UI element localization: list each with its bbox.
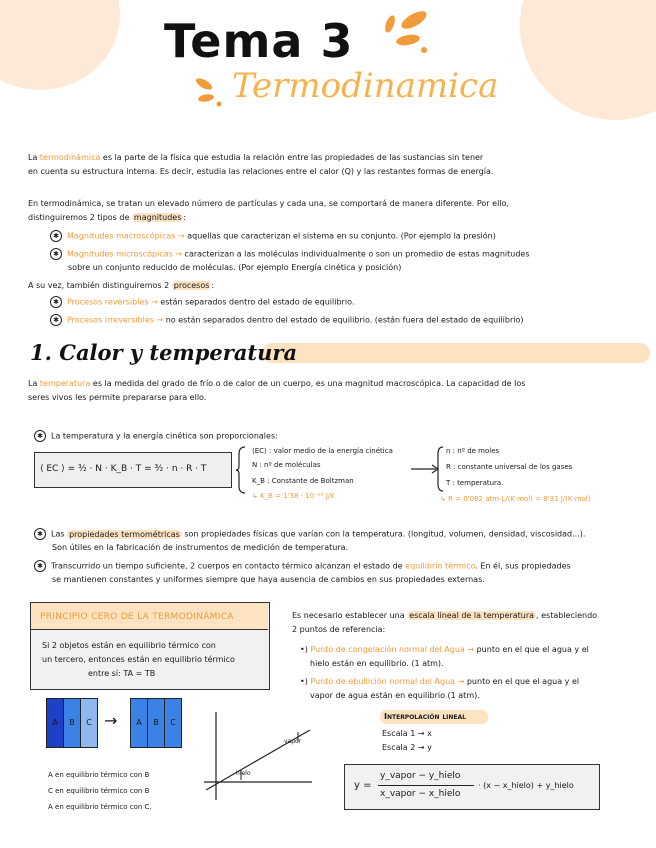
interp-formula-num: y_vapor − y_hielo (380, 771, 461, 781)
principle-line: un tercero, entonces están en equilibrio térmico (42, 655, 235, 664)
magnitude-text: caracterizan a las moléculas individualmente o son un promedio de estas magnitudes (182, 249, 530, 259)
intro-text: La (28, 153, 40, 162)
intro-text: es la parte de la física que estudia la relación entre las propiedades de las sustancias sin tener (100, 153, 484, 162)
dot-bullet: •) (300, 645, 311, 654)
interp-title: Interpolación lineal (384, 712, 466, 721)
intro-paragraph-2: En termodinámica, se tratan un elevado número de partículas y cada una, se comportará de manera diferente. Por ello, (28, 199, 509, 208)
process-text: están separados dentro del estado de equilibrio. (157, 297, 355, 307)
principle-title: PRINCIPIO CERO DE LA TERMODINÁMICA (40, 612, 234, 622)
legend-line: n : nº de moles (446, 447, 500, 455)
page-title: Tema 3 (164, 14, 354, 68)
graph-label-vapor: vapor (284, 738, 302, 745)
fraction-line (378, 785, 474, 786)
block-b: B (63, 698, 81, 748)
equilibrium-note: C en equilibrio térmico con B (48, 787, 150, 795)
highlight-propiedades: propiedades termométricas (69, 529, 180, 539)
block-a: A (130, 698, 148, 748)
highlight-magnitudes: magnitudes (133, 213, 182, 222)
formula-text: ⟨ EC ⟩ = ³⁄₂ · N · K_B · T = ³⁄₂ · n · R · T (40, 464, 207, 474)
bracket-icon (436, 446, 444, 492)
intro-paragraph-1 (28, 152, 483, 164)
principle-line: Si 2 objetos están en equilibrio térmico con (42, 641, 216, 650)
legend-line: K_B : Constante de Boltzman (252, 477, 354, 485)
section-paragraph-line2: seres vivos les permite prepararse para ello. (28, 393, 207, 402)
scale-intro-line2: 2 puntos de referencia: (292, 625, 386, 634)
highlight-procesos: procesos (173, 281, 210, 290)
magnitude-item-1 (50, 230, 496, 243)
principle-line: entre sí: TA = TB (88, 669, 156, 678)
legend-line: R : constante universal de los gases (446, 463, 573, 471)
magnitude-text: aquellas que caracterizan el sistema en su conjunto. (Por ejemplo la presión) (184, 231, 496, 241)
legend-line: ↳ R = 0'082 atm·L/(K·mol) = 8'31 J/(K·mol) (440, 495, 591, 503)
star-bullet-icon: ✱ (34, 430, 46, 442)
linear-graph (196, 708, 316, 804)
bullet-text: La temperatura y la energía cinética son proporcionales: (51, 431, 278, 441)
bullet-1 (34, 430, 278, 443)
bullet-text: . En él, sus propiedades (475, 561, 571, 571)
magnitude-item-2-line2: sobre un conjunto reducido de moléculas. (Por ejemplo Energía cinética y posición) (68, 263, 402, 272)
intro-paragraph-2-line2 (28, 212, 186, 224)
interp-formula-den: x_vapor − x_hielo (380, 789, 461, 799)
process-item-2 (50, 314, 524, 327)
process-label: Procesos reversibles → (67, 297, 158, 307)
block-c: C (164, 698, 182, 748)
process-intro (28, 280, 214, 292)
interp-formula-lhs: y = (354, 780, 372, 791)
intro-paragraph-1-line2: en cuenta su estructura interna. Es decir, estudia las relaciones entre el calor (Q) y las restantes formas de energía. (28, 167, 494, 176)
dot-bullet: •) (300, 677, 311, 686)
intro-text: distinguiremos 2 tipos de (28, 213, 132, 222)
legend-line: T : temperatura. (446, 479, 504, 487)
reference-text: punto en el que el agua y el (464, 677, 580, 686)
star-bullet-icon: ✱ (50, 248, 62, 260)
term-temperatura: temperatura (39, 379, 91, 388)
star-bullet-icon: ✱ (34, 528, 46, 540)
reference-text: punto en el que el agua y el (474, 645, 589, 654)
section-paragraph (28, 378, 525, 390)
bullet-2 (34, 528, 585, 541)
section-text: La (28, 379, 40, 388)
reference-point-1-line2: hielo están en equilibrio. (1 atm). (310, 659, 444, 668)
magnitude-label: Magnitudes microscópicas → (67, 249, 182, 259)
graph-label-hielo: hielo (236, 770, 251, 777)
legend-line: ↳ K_B = 1'38 · 10⁻²³ J/K (252, 492, 335, 500)
interp-escala-1: Escala 1 → x (382, 729, 432, 738)
page-subtitle: Termodinamica (232, 66, 499, 106)
star-bullet-icon: ✱ (50, 230, 62, 242)
equilibrium-note: A en equilibrio térmico con C. (48, 803, 152, 811)
bullet-text: Transcurrido un tiempo suficiente, 2 cuerpos en contacto térmico alcanzan el estado de (51, 561, 406, 571)
reference-point-2 (300, 676, 579, 688)
interp-formula-rhs: · (x − x_hielo) + y_hielo (478, 781, 574, 790)
highlight-escala: escala lineal de la temperatura (409, 611, 535, 620)
scale-intro (292, 610, 597, 622)
reference-label: Punto de congelación normal del Agua → (310, 645, 475, 654)
star-bullet-icon: ✱ (50, 296, 62, 308)
top-left-blob (0, 0, 120, 90)
star-bullet-icon: ✱ (34, 560, 46, 572)
process-text: no están separados dentro del estado de equilibrio. (están fuera del estado de equilibrio) (163, 315, 524, 325)
bullet-3 (34, 560, 571, 573)
bullet-text: Las (51, 529, 68, 539)
magnitude-item-2 (50, 248, 530, 261)
reference-point-1 (300, 644, 589, 656)
legend-line: ⟨EC⟩ : valor medio de la energía cinética (252, 447, 393, 455)
bracket-icon (236, 446, 246, 494)
term-equilibrio: equilibrio térmico (405, 561, 476, 571)
interp-escala-2: Escala 2 → y (382, 743, 432, 752)
reference-label: Punto de ebullición normal del Agua → (310, 677, 465, 686)
process-item-1 (50, 296, 354, 309)
section-text: es la medida del grado de frío o de calor de un cuerpo, es una magnitud macroscópica. La capacidad de los (90, 379, 526, 388)
reference-point-2-line2: vapor de agua están en equilibrio (1 atm). (310, 691, 480, 700)
block-a: A (46, 698, 64, 748)
equilibrium-note: A en equilibrio térmico con B (48, 771, 150, 779)
intro-text: : (211, 281, 215, 290)
star-bullet-icon: ✱ (50, 314, 62, 326)
blocks-arrow: → (104, 711, 118, 730)
block-b: B (147, 698, 165, 748)
heading-highlight-bar (262, 343, 650, 363)
bullet-text: son propiedades físicas que varían con la temperatura. (longitud, volumen, densidad, viscosidad...). (181, 529, 586, 539)
bullet-2-line2: Son útiles en la fabricación de instrumentos de medición de temperatura. (52, 543, 349, 552)
intro-text: : (183, 213, 187, 222)
block-c: C (80, 698, 98, 748)
top-right-blob (520, 0, 656, 120)
scale-text: , estableciendo (536, 611, 598, 620)
legend-line: N : nº de moléculas (252, 461, 321, 469)
splash-small-icon (192, 74, 226, 108)
term-termodinamica: termodinámica (39, 153, 101, 162)
splash-icon (372, 6, 432, 56)
intro-text: A su vez, también distinguiremos 2 (28, 281, 172, 290)
bullet-3-line2: se mantienen constantes y uniformes siempre que haya ausencia de cambios en sus propiedades externas. (52, 575, 485, 584)
magnitude-label: Magnitudes macroscópicas → (67, 231, 185, 241)
process-label: Procesos irreversibles → (67, 315, 164, 325)
section-heading: 1. Calor y temperatura (30, 340, 298, 365)
scale-text: Es necesario establecer una (292, 611, 408, 620)
